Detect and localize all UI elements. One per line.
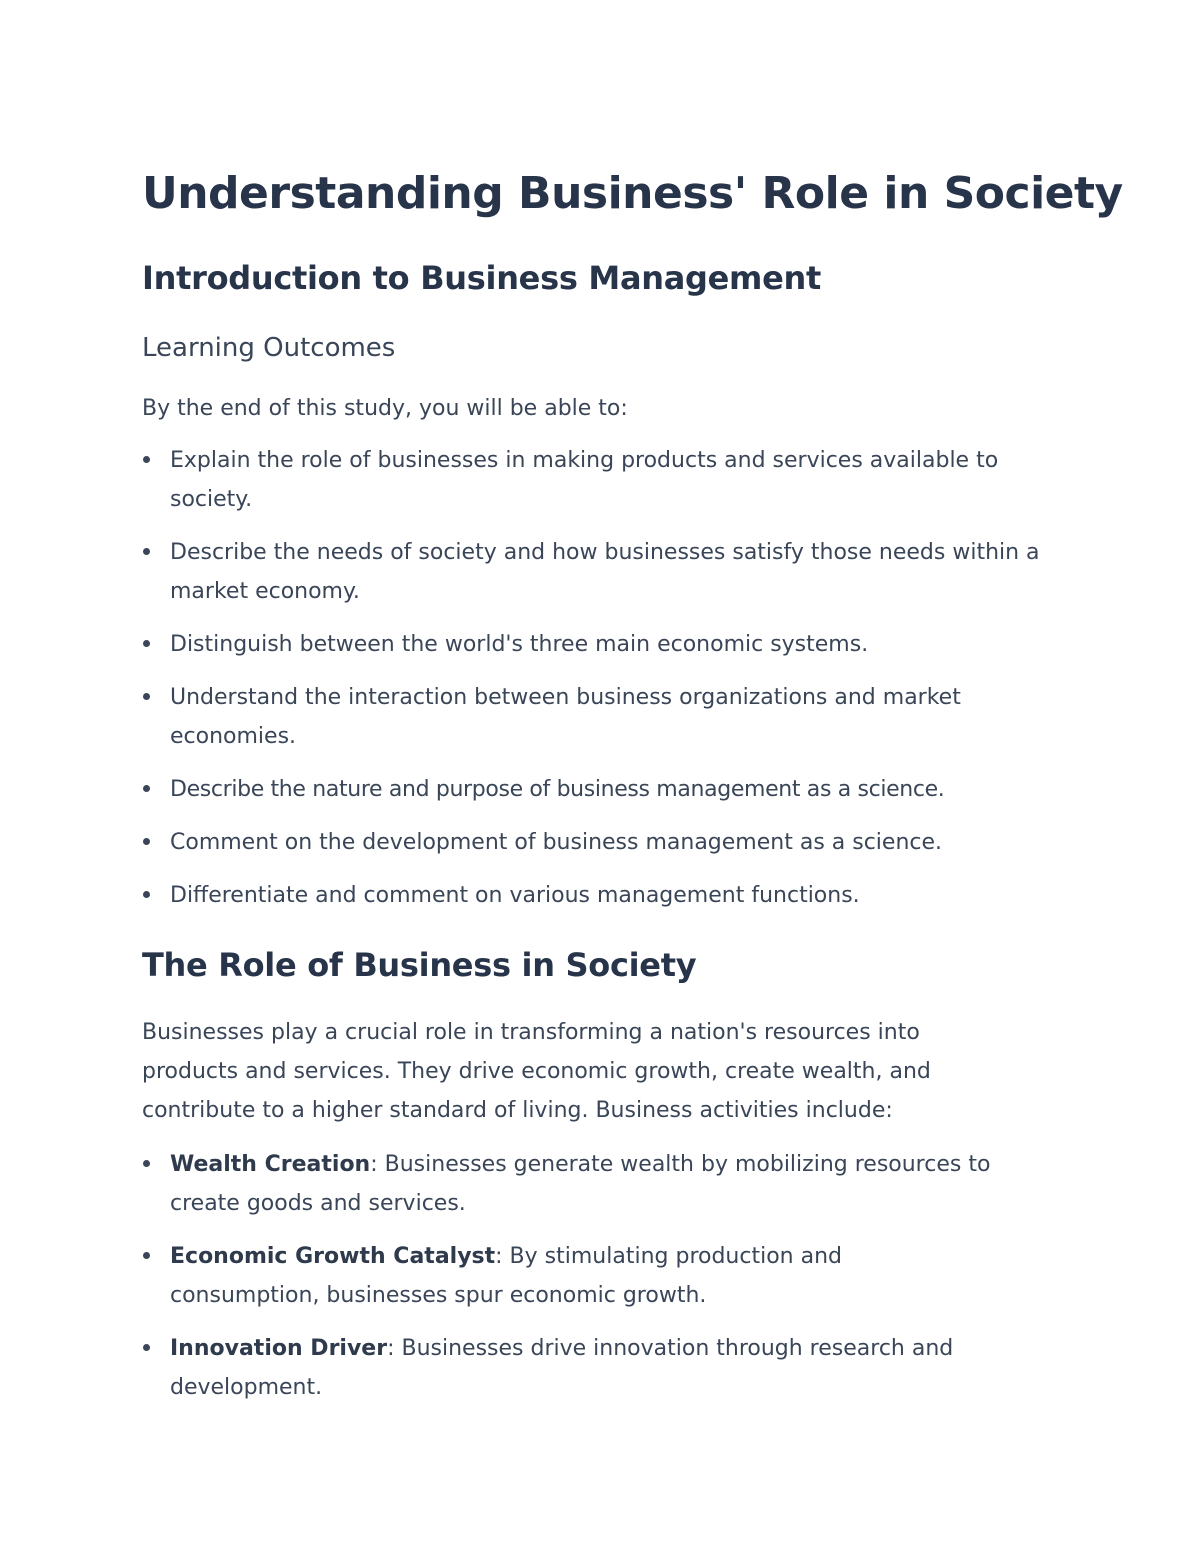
business-activities-list xyxy=(142,1145,1062,1421)
list-item-text: : Businesses drive innovation through research and development. xyxy=(170,1336,954,1400)
bullet-icon xyxy=(143,693,150,700)
learning-outcomes-list xyxy=(142,441,1062,929)
list-item-text: Describe the needs of society and how businesses satisfy those needs within a market economy. xyxy=(170,540,1040,604)
list-item xyxy=(142,441,1062,519)
term-label: Economic Growth Catalyst xyxy=(170,1244,496,1269)
list-item-text: Explain the role of businesses in making products and services available to society. xyxy=(170,448,999,512)
bullet-icon xyxy=(143,785,150,792)
list-item-text: : Businesses generate wealth by mobilizing resources to create goods and services. xyxy=(170,1152,991,1216)
list-item-text: Describe the nature and purpose of business management as a science. xyxy=(170,777,945,802)
term-label: Wealth Creation xyxy=(170,1152,371,1177)
outcomes-intro: By the end of this study, you will be able to: xyxy=(142,396,628,421)
list-item xyxy=(142,1329,1062,1407)
list-item xyxy=(142,678,1062,756)
list-item xyxy=(142,770,1062,809)
list-item-text: Understand the interaction between business organizations and market economies. xyxy=(170,685,961,749)
term-label: Innovation Driver xyxy=(170,1336,388,1361)
list-item-text: : By stimulating production and consumption, businesses spur economic growth. xyxy=(170,1244,842,1308)
section-heading-introduction: Introduction to Business Management xyxy=(142,259,821,297)
list-item xyxy=(142,1237,1062,1315)
bullet-icon xyxy=(143,891,150,898)
list-item xyxy=(142,876,1062,915)
section-heading-role-of-business: The Role of Business in Society xyxy=(142,946,697,984)
list-item xyxy=(142,625,1062,664)
bullet-icon xyxy=(143,640,150,647)
list-item-text: Distinguish between the world's three main economic systems. xyxy=(170,632,869,657)
bullet-icon xyxy=(143,838,150,845)
list-item-text: Comment on the development of business management as a science. xyxy=(170,830,943,855)
list-item-text: Differentiate and comment on various management functions. xyxy=(170,883,860,908)
subheading-learning-outcomes: Learning Outcomes xyxy=(142,333,396,363)
bullet-icon xyxy=(143,1252,150,1259)
bullet-icon xyxy=(143,1344,150,1351)
bullet-icon xyxy=(143,456,150,463)
list-item xyxy=(142,1145,1062,1223)
list-item xyxy=(142,823,1062,862)
bullet-icon xyxy=(143,548,150,555)
document-title: Understanding Business' Role in Society xyxy=(142,168,1123,219)
list-item xyxy=(142,533,1062,611)
bullet-icon xyxy=(143,1160,150,1167)
role-paragraph: Businesses play a crucial role in transforming a nation's resources into products and services. They drive economic growth, create wealth, and contribute to a higher standard of living. Business activities include: xyxy=(142,1020,931,1123)
